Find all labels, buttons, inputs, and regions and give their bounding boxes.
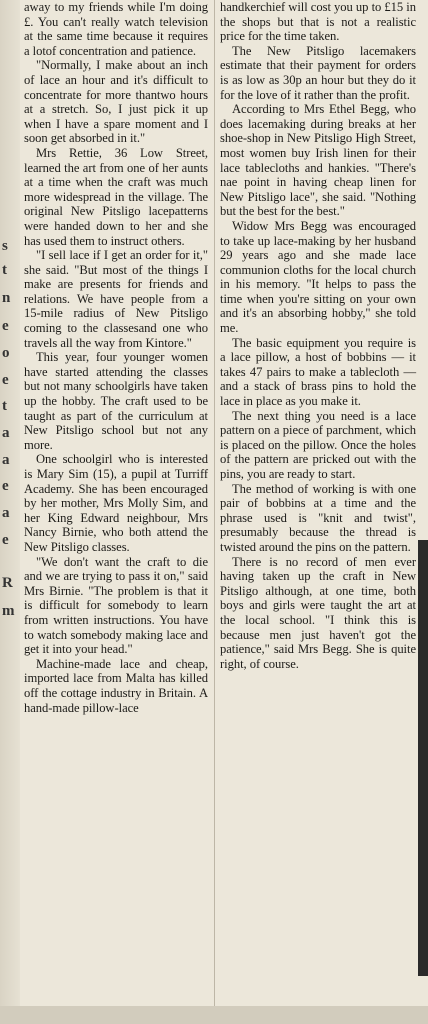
margin-fragment: a (2, 425, 10, 441)
margin-fragment: m (2, 603, 15, 619)
column-divider (214, 0, 215, 1024)
paragraph: The next thing you need is a lace pattern on a piece of parchment, which is placed on the pillow. Once the holes of the pattern are pricked out with the pins, you are ready to start. (220, 408, 416, 481)
article-column-right (220, 0, 416, 671)
margin-fragment: s (2, 238, 8, 254)
margin-fragment: e (2, 478, 9, 494)
paragraph: One schoolgirl who is interested is Mary Sim (15), a pupil at Turriff Academy. She has been encouraged by her mother, Mrs Molly Sim, and her King Edward neighbour, Mrs Nancy Birnie, who both attend the New Pitsligo classes. (24, 452, 208, 554)
paragraph: "Normally, I make about an inch of lace an hour and it's difficult to concentrate for more thantwo hours at a stretch. So, I just pick it up when I have a spare moment and I soon get absorbed in it." (24, 58, 208, 146)
margin-fragment: e (2, 532, 9, 548)
paragraph: "I sell lace if I get an order for it," she said. "But most of the things I make are presents for friends and relations. We have people from a 15-mile radius of New Pitsligo coming to the classesand one who travels all the way from Kintore." (24, 248, 208, 350)
paragraph: Mrs Rettie, 36 Low Street, learned the art from one of her aunts at a time when the craft was much more widespread in the village. The original New Pitsligo lacepatterns were handed down to her and she has used them to instruct others. (24, 145, 208, 248)
paragraph: Widow Mrs Begg was encouraged to take up lace-making by her husband 29 years ago and she made lace communion cloths for the local church in his memory. "It helps to pass the time when you're sitting on your own and it's an absorbing hobby," she told me. (220, 218, 416, 336)
margin-fragment: t (2, 398, 7, 414)
paragraph: handkerchief will cost you up to £15 in the shops but that is not a realistic price for the time taken. (220, 0, 416, 44)
margin-fragment: e (2, 318, 9, 334)
paragraph: The New Pitsligo lacemakers estimate that their payment for orders is as low as 30p an hour but they do it for the love of it rather than the profit. (220, 43, 416, 102)
torn-left-margin (0, 0, 20, 1024)
paragraph: The basic equipment you require is a lace pillow, a host of bobbins — it takes 47 pairs to make a tablecloth — and a stack of brass pins to hold the lace in place as you make it. (220, 335, 416, 409)
paragraph: Machine-made lace and cheap, imported lace from Malta has killed off the cottage industry in Britain. A hand-made pillow-lace (24, 656, 208, 715)
margin-fragment: n (2, 290, 11, 306)
paragraph: This year, four younger women have started attending the classes but not many schoolgirls have taken up the hobby. The craft used to be taught as part of the curriculum at New Pitsligo school but not any more. (24, 350, 208, 452)
paragraph: "We don't want the craft to die and we are trying to pass it on," said Mrs Birnie. "The problem is that it is difficult for somebody to learn from written instructions. You have to watch somebody making lace and get it into your head." (24, 554, 208, 657)
article-column-left (24, 0, 208, 715)
margin-fragment: o (2, 345, 10, 361)
margin-fragment: t (2, 262, 7, 278)
torn-bottom-edge (0, 1006, 428, 1024)
margin-fragment: e (2, 372, 9, 388)
paragraph: away to my friends while I'm doing £. You can't really watch television at the same time because it requires a lotof concentration and patience. (24, 0, 208, 58)
paragraph: There is no record of men ever having taken up the craft in New Pitsligo although, at one time, both boys and girls were taught the art at the local school. "I think this is because men just haven't got the patience," said Mrs Begg. She is quite right, of course. (220, 554, 416, 671)
margin-fragment: a (2, 452, 10, 468)
background-shadow (418, 540, 428, 976)
margin-fragment: R (2, 575, 13, 591)
paragraph: The method of working is with one pair of bobbins at a time and the phrase used is "knit and twist", presumably because the thread is twisted around the pins on the pattern. (220, 481, 416, 554)
paragraph: According to Mrs Ethel Begg, who does lacemaking during breaks at her shoe-shop in New Pitsligo High Street, most women buy Irish linen for their lace tablecloths and hankies. "There's nae point in having cheap linen for New Pitsligo lace", she said. "Nothing but the best for the best." (220, 102, 416, 219)
margin-fragment: a (2, 505, 10, 521)
